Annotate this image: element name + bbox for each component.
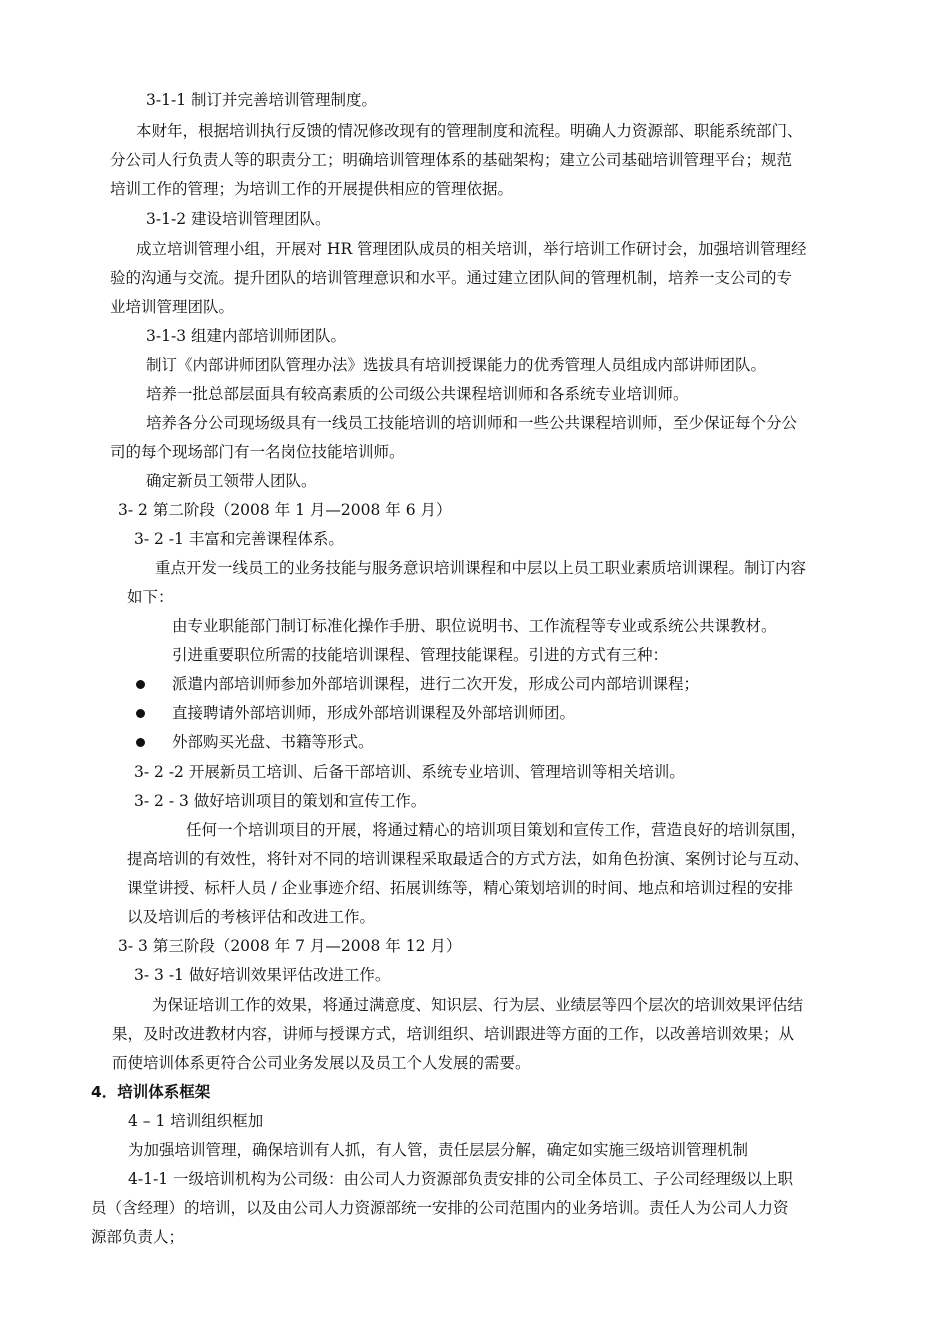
heading-4-1: 4 – 1 培训组织框加 <box>128 1112 264 1130</box>
list-item: 派遣内部培训师参加外部培训课程，进行二次开发，形成公司内部培训课程； <box>172 675 700 693</box>
section-heading-4: 4．培训体系框架 <box>91 1083 211 1101</box>
paragraph-line: 培养各分公司现场级具有一线员工技能培训的培训师和一些公共课程培训师，至少保证每个分公 <box>146 414 798 432</box>
paragraph-line: 制订《内部讲师团队管理办法》选拔具有培训授课能力的优秀管理人员组成内部讲师团队。 <box>146 356 767 374</box>
paragraph-line: 司的每个现场部门有一名岗位技能培训师。 <box>110 443 405 461</box>
paragraph-line: 重点开发一线员工的业务技能与服务意识培训课程和中层以上员工职业素质培训课程。制订内容 <box>155 559 807 577</box>
bullet-icon <box>136 709 145 718</box>
heading-3-3-1: 3- 3 -1 做好培训效果评估改进工作。 <box>134 966 391 984</box>
paragraph-line: 确定新员工领带人团队。 <box>146 472 317 490</box>
heading-3-2-3: 3- 2 - 3 做好培训项目的策划和宣传工作。 <box>134 792 427 810</box>
paragraph-line: 4-1-1 一级培训机构为公司级：由公司人力资源部负责安排的公司全体员工、子公司经理级以上职 <box>128 1170 793 1188</box>
paragraph-line: 源部负责人； <box>91 1228 185 1246</box>
paragraph-line: 提高培训的有效性，将针对不同的培训课程采取最适合的方式方法，如角色扮演、案例讨论与互动、 <box>127 850 810 868</box>
heading-3-1-1: 3-1-1 制订并完善培训管理制度。 <box>146 91 377 109</box>
paragraph-line: 如下： <box>127 588 174 606</box>
list-item: 外部购买光盘、书籍等形式。 <box>172 733 374 751</box>
paragraph-line: 任何一个培训项目的开展，将通过精心的培训项目策划和宣传工作，营造良好的培训氛围， <box>186 821 807 839</box>
paragraph-line: 引进重要职位所需的技能培训课程、管理技能课程。引进的方式有三种： <box>172 646 669 664</box>
paragraph-line: 课堂讲授、标杆人员 / 企业事迹介绍、拓展训练等，精心策划培训的时间、地点和培训过程的安排 <box>127 879 794 897</box>
paragraph-line: 而使培训体系更符合公司业务发展以及员工个人发展的需要。 <box>112 1054 531 1072</box>
paragraph-line: 以及培训后的考核评估和改进工作。 <box>127 908 376 926</box>
heading-3-3: 3- 3 第三阶段（2008 年 7 月—2008 年 12 月） <box>118 937 462 955</box>
paragraph-line: 本财年，根据培训执行反馈的情况修改现有的管理制度和流程。明确人力资源部、职能系统部门、 <box>136 122 803 140</box>
heading-3-1-3: 3-1-3 组建内部培训师团队。 <box>146 327 346 345</box>
paragraph-line: 分公司人行负责人等的职责分工；明确培训管理体系的基础架构；建立公司基础培训管理平台；规范 <box>110 151 793 169</box>
paragraph-line: 员（含经理）的培训，以及由公司人力资源部统一安排的公司范围内的业务培训。责任人为公司人力资 <box>91 1199 789 1217</box>
heading-3-2-2: 3- 2 -2 开展新员工培训、后备干部培训、系统专业培训、管理培训等相关培训。 <box>134 763 685 781</box>
paragraph-line: 验的沟通与交流。提升团队的培训管理意识和水平。通过建立团队间的管理机制，培养一支公司的专 <box>110 269 793 287</box>
heading-3-2-1: 3- 2 -1 丰富和完善课程体系。 <box>134 530 344 548</box>
bullet-icon <box>136 680 145 689</box>
paragraph-line: 业培训管理团队。 <box>110 298 235 316</box>
heading-3-2: 3- 2 第二阶段（2008 年 1 月—2008 年 6 月） <box>118 501 452 519</box>
paragraph-line: 由专业职能部门制订标准化操作手册、职位说明书、工作流程等专业或系统公共课教材。 <box>172 617 777 635</box>
heading-3-1-2: 3-1-2 建设培训管理团队。 <box>146 210 331 228</box>
paragraph-line: 培训工作的管理；为培训工作的开展提供相应的管理依据。 <box>110 180 514 198</box>
paragraph-line: 果，及时改进教材内容，讲师与授课方式，培训组织、培训跟进等方面的工作，以改善培训效果；从 <box>112 1025 795 1043</box>
paragraph-line: 成立培训管理小组，开展对 HR 管理团队成员的相关培训，举行培训工作研讨会，加强培训管理经 <box>136 240 807 258</box>
paragraph-line: 为加强培训管理，确保培训有人抓，有人管，责任层层分解，确定如实施三级培训管理机制 <box>128 1141 749 1159</box>
bullet-icon <box>136 738 145 747</box>
paragraph-line: 为保证培训工作的效果，将通过满意度、知识层、行为层、业绩层等四个层次的培训效果评估结 <box>152 996 804 1014</box>
paragraph-line: 培养一批总部层面具有较高素质的公司级公共课程培训师和各系统专业培训师。 <box>146 385 689 403</box>
list-item: 直接聘请外部培训师，形成外部培训课程及外部培训师团。 <box>172 704 576 722</box>
